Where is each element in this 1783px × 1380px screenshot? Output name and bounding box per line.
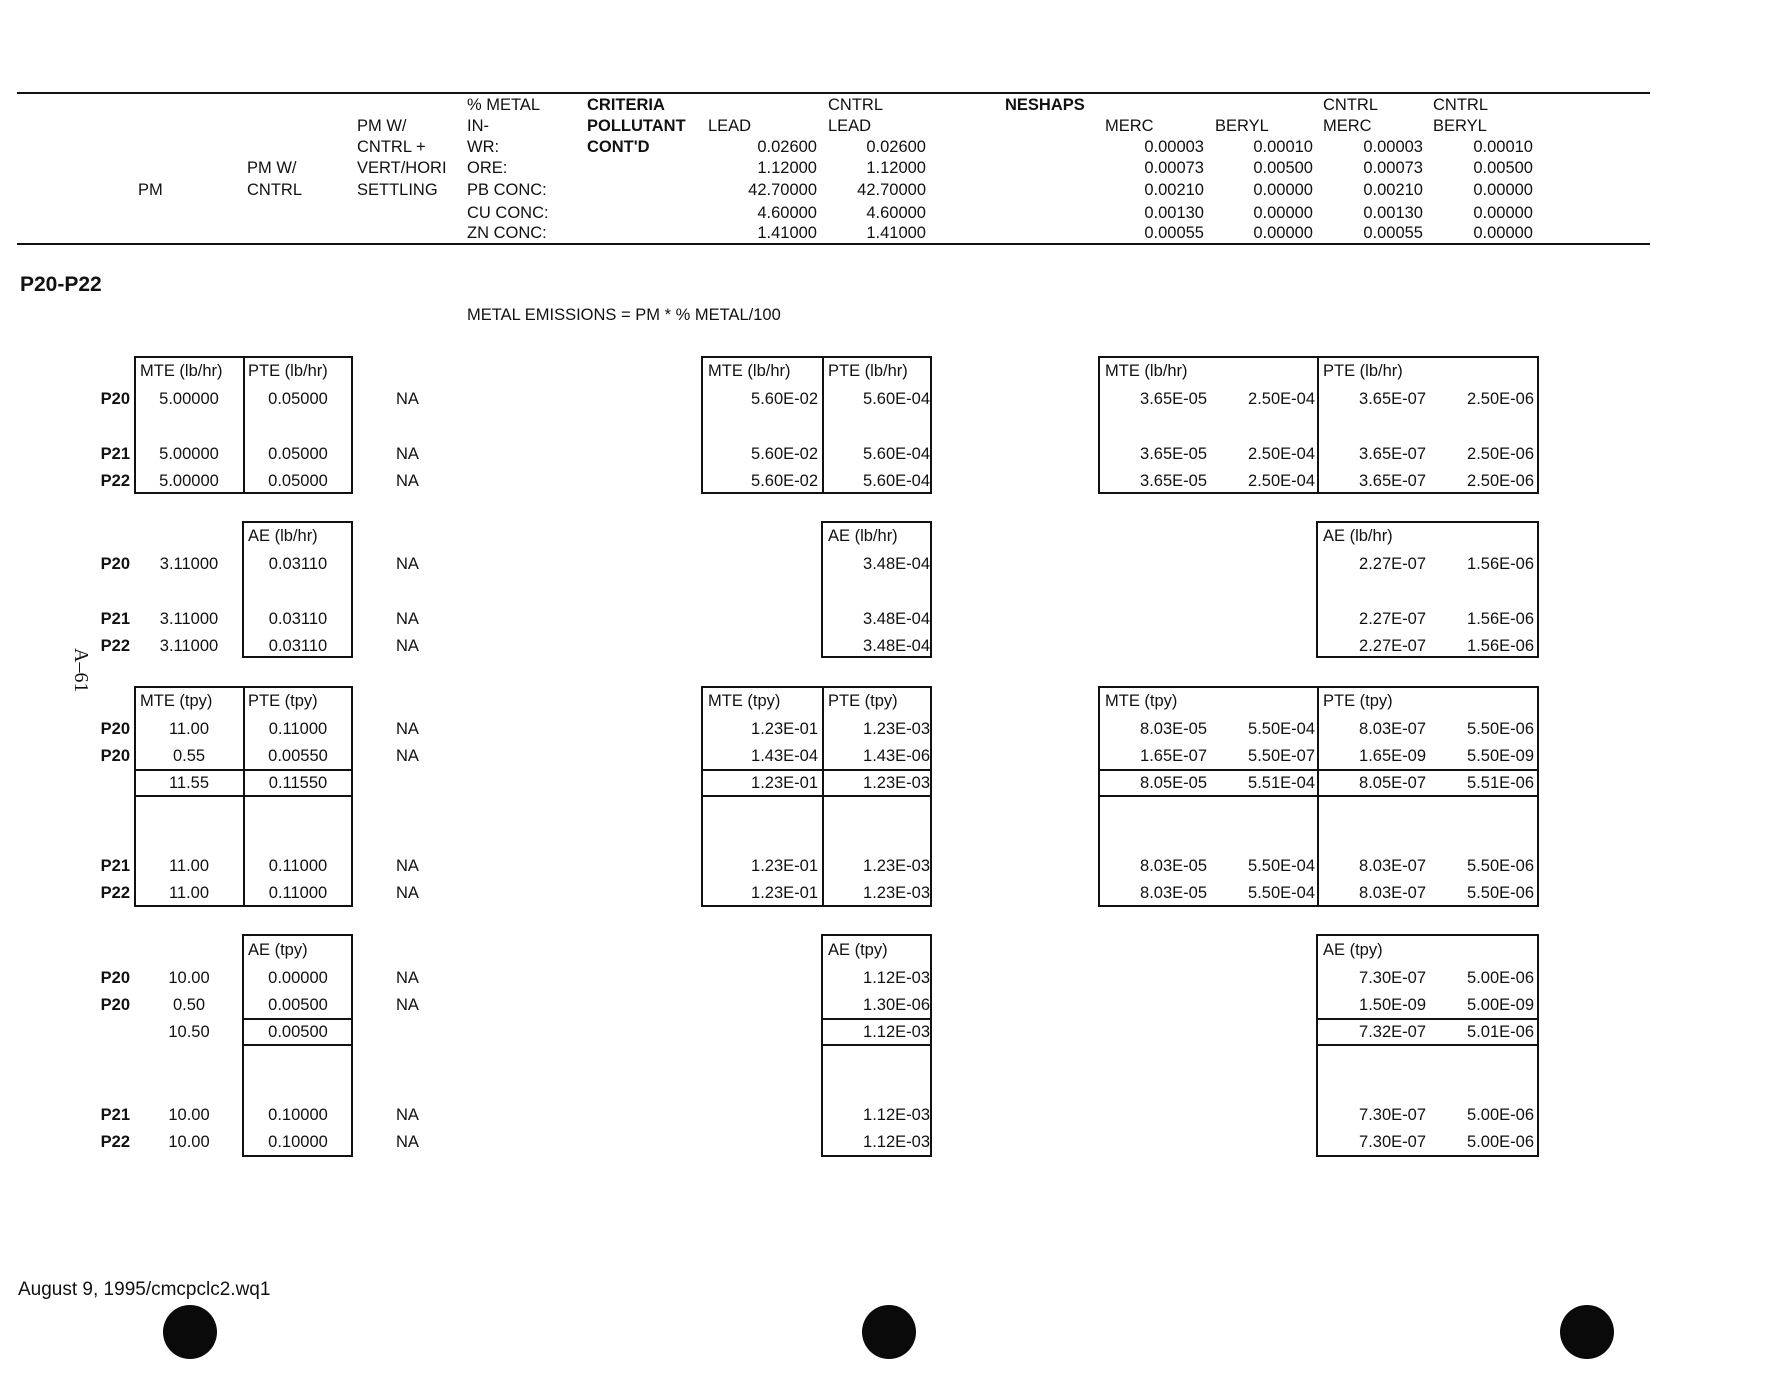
block1-neshaps-divider [1317,356,1319,494]
cntrl-beryl-emission: 2.50E-06 [1467,445,1534,463]
cntrl-beryl-emission: 5.00E-06 [1467,969,1534,987]
block3-neshaps-pte-label: PTE (tpy) [1323,692,1393,710]
pm-cntrl-value: 0.05000 [268,445,328,463]
header-vert-hori: VERT/HORI [357,159,447,177]
cntrl-merc-emission: 2.27E-07 [1359,637,1426,655]
cntrl-beryl-emission: 1.56E-06 [1467,610,1534,628]
cntrl-lead-emission: 1.43E-06 [863,747,930,765]
cntrl-beryl-emission: 5.50E-06 [1467,857,1534,875]
block3-lead-pte-label: PTE (tpy) [828,692,898,710]
block3-pte-label: PTE (tpy) [248,692,318,710]
cntrl-merc-emission: 1.65E-09 [1359,747,1426,765]
pm-cntrl-value: 0.00500 [268,1023,328,1041]
block3-lead-mte-label: MTE (tpy) [708,692,781,710]
block1-pte-label: PTE (lb/hr) [248,362,328,380]
pm-cntrl-value: 0.00550 [268,747,328,765]
pm-value: 10.00 [168,1133,210,1151]
block3-lead-total-top [701,769,932,771]
settling-na: NA [396,445,419,463]
block1-neshaps-pte-label: PTE (lb/hr) [1323,362,1403,380]
cntrl-lead-emission: 1.12E-03 [863,969,930,987]
settling-na: NA [396,996,419,1014]
pm-value: 5.00000 [159,445,219,463]
lead-value: 4.60000 [757,204,817,222]
cntrl-beryl-emission: 1.56E-06 [1467,555,1534,573]
header-pm: PM [138,181,163,199]
pm-value: 11.55 [168,774,210,792]
cntrl-beryl-emission: 5.00E-06 [1467,1133,1534,1151]
merc-value: 0.00073 [1144,159,1204,177]
cntrl-lead-emission: 1.12E-03 [863,1023,930,1041]
pm-value: 10.00 [168,1106,210,1124]
header-cu-conc: CU CONC: [467,204,549,222]
pm-cntrl-value: 0.11000 [268,857,328,875]
settling-na: NA [396,390,419,408]
beryl-emission: 5.51E-04 [1248,774,1315,792]
beryl-value: 0.00000 [1253,181,1313,199]
cntrl-beryl-emission: 5.50E-06 [1467,720,1534,738]
cntrl-lead-emission: 3.48E-04 [863,637,930,655]
header-bottom-rule [17,243,1650,245]
header-zn-conc: ZN CONC: [467,224,547,242]
source-id: P21 [100,1106,130,1124]
cntrl-beryl-value: 0.00000 [1473,181,1533,199]
lead-emission: 5.60E-02 [751,472,818,490]
merc-emission: 3.65E-05 [1140,390,1207,408]
merc-value: 0.00130 [1144,204,1204,222]
pm-value: 0.55 [172,747,206,765]
merc-emission: 3.65E-05 [1140,472,1207,490]
cntrl-merc-emission: 7.32E-07 [1359,1023,1426,1041]
lead-value: 1.41000 [757,224,817,242]
pm-cntrl-value: 0.10000 [268,1106,328,1124]
cntrl-merc-emission: 2.27E-07 [1359,555,1426,573]
header-ore: ORE: [467,159,508,177]
beryl-emission: 5.50E-07 [1248,747,1315,765]
lead-value: 1.12000 [757,159,817,177]
pm-value: 3.11000 [159,610,219,628]
cntrl-merc-value: 0.00073 [1363,159,1423,177]
cntrl-lead-emission: 1.12E-03 [863,1106,930,1124]
source-id: P22 [100,884,130,902]
cntrl-lead-value: 0.02600 [866,138,926,156]
cntrl-merc-emission: 7.30E-07 [1359,969,1426,987]
lead-emission: 1.23E-01 [751,884,818,902]
pm-cntrl-value: 0.03110 [268,637,328,655]
cntrl-merc-emission: 3.65E-07 [1359,445,1426,463]
header-pm-w-2: PM W/ [357,117,407,135]
cntrl-beryl-emission: 2.50E-06 [1467,472,1534,490]
pm-value: 5.00000 [159,390,219,408]
header-cntrl-beryl-1: CNTRL [1433,96,1489,114]
header-lead: LEAD [708,117,752,135]
binder-hole-right [1560,1305,1614,1359]
source-id: P20 [100,996,130,1014]
source-id: P21 [100,610,130,628]
block1-neshaps-mte-label: MTE (lb/hr) [1105,362,1188,380]
cntrl-lead-emission: 1.23E-03 [863,857,930,875]
beryl-emission: 5.50E-04 [1248,884,1315,902]
header-wr: WR: [467,138,500,156]
cntrl-beryl-emission: 5.50E-06 [1467,884,1534,902]
block2-lead-ae-label: AE (lb/hr) [828,527,898,545]
header-cntrl: CNTRL [247,181,303,199]
source-id: P20 [100,969,130,987]
cntrl-merc-emission: 8.03E-07 [1359,884,1426,902]
cntrl-lead-emission: 1.23E-03 [863,774,930,792]
beryl-emission: 2.50E-04 [1248,390,1315,408]
pm-value: 10.50 [168,1023,210,1041]
block1-lead-pte-label: PTE (lb/hr) [828,362,908,380]
merc-value: 0.00210 [1144,181,1204,199]
lead-emission: 1.23E-01 [751,857,818,875]
lead-emission: 5.60E-02 [751,445,818,463]
block3-pm-total-bottom [134,795,353,797]
source-id: P20 [100,747,130,765]
settling-na: NA [396,610,419,628]
page-number-note: A–61 [70,648,92,693]
cntrl-beryl-value: 0.00000 [1473,204,1533,222]
cntrl-merc-emission: 8.03E-07 [1359,857,1426,875]
pm-value: 11.00 [168,884,210,902]
pm-cntrl-value: 0.05000 [268,472,328,490]
cntrl-merc-emission: 7.30E-07 [1359,1106,1426,1124]
cntrl-lead-value: 4.60000 [866,204,926,222]
cntrl-lead-emission: 3.48E-04 [863,555,930,573]
cntrl-lead-value: 42.70000 [857,181,926,199]
block3-pm-total-top [134,769,353,771]
settling-na: NA [396,637,419,655]
source-id: P22 [100,1133,130,1151]
header-beryl: BERYL [1215,117,1269,135]
cntrl-merc-emission: 3.65E-07 [1359,472,1426,490]
pm-cntrl-value: 0.10000 [268,1133,328,1151]
lead-value: 0.02600 [757,138,817,156]
lead-emission: 1.43E-04 [751,747,818,765]
cntrl-merc-value: 0.00210 [1363,181,1423,199]
binder-hole-center [862,1305,916,1359]
merc-emission: 1.65E-07 [1140,747,1207,765]
header-pb-conc: PB CONC: [467,181,547,199]
formula-text: METAL EMISSIONS = PM * % METAL/100 [467,306,781,324]
pm-value: 11.00 [168,857,210,875]
cntrl-beryl-emission: 5.51E-06 [1467,774,1534,792]
settling-na: NA [396,555,419,573]
pm-cntrl-value: 0.11000 [268,720,328,738]
cntrl-beryl-value: 0.00000 [1473,224,1533,242]
header-cntrl-merc-2: MERC [1323,117,1372,135]
source-id: P20 [100,720,130,738]
settling-na: NA [396,720,419,738]
cntrl-merc-emission: 7.30E-07 [1359,1133,1426,1151]
pm-cntrl-value: 0.11000 [268,884,328,902]
source-id: P21 [100,445,130,463]
cntrl-beryl-emission: 1.56E-06 [1467,637,1534,655]
merc-emission: 8.05E-05 [1140,774,1207,792]
block4-neshaps-total-top [1316,1018,1539,1020]
cntrl-beryl-value: 0.00010 [1473,138,1533,156]
binder-hole-left [163,1305,217,1359]
block4-pm-total-bottom [242,1044,353,1046]
cntrl-merc-emission: 3.65E-07 [1359,390,1426,408]
header-cntrl-merc-1: CNTRL [1323,96,1379,114]
pm-cntrl-value: 0.00500 [268,996,328,1014]
cntrl-beryl-emission: 5.01E-06 [1467,1023,1534,1041]
source-id: P22 [100,472,130,490]
settling-na: NA [396,1106,419,1124]
cntrl-lead-emission: 1.23E-03 [863,720,930,738]
pm-value: 5.00000 [159,472,219,490]
lead-emission: 1.23E-01 [751,720,818,738]
cntrl-lead-emission: 5.60E-04 [863,390,930,408]
cntrl-lead-emission: 5.60E-04 [863,445,930,463]
cntrl-lead-emission: 1.30E-06 [863,996,930,1014]
cntrl-beryl-emission: 2.50E-06 [1467,390,1534,408]
block3-neshaps-total-bottom [1098,795,1539,797]
settling-na: NA [396,884,419,902]
cntrl-beryl-emission: 5.50E-09 [1467,747,1534,765]
pm-cntrl-value: 0.03110 [268,610,328,628]
block4-neshaps-total-bottom [1316,1044,1539,1046]
beryl-emission: 2.50E-04 [1248,472,1315,490]
block3-lead-total-bottom [701,795,932,797]
lead-value: 42.70000 [748,181,817,199]
cntrl-beryl-value: 0.00500 [1473,159,1533,177]
source-id: P20 [100,555,130,573]
source-id: P20 [100,390,130,408]
header-cntrl-lead-1: CNTRL [828,96,884,114]
cntrl-merc-emission: 8.03E-07 [1359,720,1426,738]
merc-emission: 3.65E-05 [1140,445,1207,463]
block2-ae-label: AE (lb/hr) [248,527,318,545]
cntrl-lead-emission: 3.48E-04 [863,610,930,628]
cntrl-merc-emission: 2.27E-07 [1359,610,1426,628]
cntrl-merc-emission: 1.50E-09 [1359,996,1426,1014]
block4-pm-total-top [242,1018,353,1020]
merc-value: 0.00055 [1144,224,1204,242]
block4-lead-total-bottom [821,1044,932,1046]
block3-neshaps-total-top [1098,769,1539,771]
block3-mte-label: MTE (tpy) [140,692,213,710]
pm-cntrl-value: 0.05000 [268,390,328,408]
cntrl-lead-value: 1.12000 [866,159,926,177]
header-in: IN- [467,117,489,135]
settling-na: NA [396,857,419,875]
cntrl-merc-value: 0.00055 [1363,224,1423,242]
pm-cntrl-value: 0.03110 [268,555,328,573]
pm-cntrl-value: 0.00000 [268,969,328,987]
cntrl-merc-value: 0.00003 [1363,138,1423,156]
settling-na: NA [396,1133,419,1151]
beryl-value: 0.00000 [1253,204,1313,222]
cntrl-lead-emission: 1.23E-03 [863,884,930,902]
header-settling: SETTLING [357,181,438,199]
settling-na: NA [396,472,419,490]
block4-ae-label: AE (tpy) [248,941,308,959]
settling-na: NA [396,969,419,987]
cntrl-merc-emission: 8.05E-07 [1359,774,1426,792]
source-id: P22 [100,637,130,655]
pm-value: 10.00 [168,969,210,987]
block3-neshaps-mte-label: MTE (tpy) [1105,692,1178,710]
cntrl-beryl-emission: 5.00E-06 [1467,1106,1534,1124]
header-cntrl-plus: CNTRL + [357,138,426,156]
section-title: P20-P22 [20,273,102,296]
header-pollutant: POLLUTANT [587,117,686,135]
merc-value: 0.00003 [1144,138,1204,156]
header-criteria: CRITERIA [587,96,665,114]
cntrl-lead-value: 1.41000 [866,224,926,242]
block4-lead-total-top [821,1018,932,1020]
merc-emission: 8.03E-05 [1140,884,1207,902]
beryl-emission: 2.50E-04 [1248,445,1315,463]
pm-value: 0.50 [172,996,206,1014]
header-pm-w: PM W/ [247,159,297,177]
pm-value: 11.00 [168,720,210,738]
beryl-emission: 5.50E-04 [1248,857,1315,875]
header-cntrl-beryl-2: BERYL [1433,117,1487,135]
pm-cntrl-value: 0.11550 [268,774,328,792]
header-neshaps: NESHAPS [1005,96,1085,114]
block1-lead-mte-label: MTE (lb/hr) [708,362,791,380]
header-pct-metal: % METAL [467,96,541,114]
cntrl-lead-emission: 1.12E-03 [863,1133,930,1151]
header-cntrl-lead-2: LEAD [828,117,872,135]
footer-text: August 9, 1995/cmcpclc2.wq1 [18,1279,271,1300]
merc-emission: 8.03E-05 [1140,857,1207,875]
header-top-rule [17,92,1650,94]
settling-na: NA [396,747,419,765]
beryl-value: 0.00500 [1253,159,1313,177]
header-merc: MERC [1105,117,1154,135]
block2-neshaps-ae-label: AE (lb/hr) [1323,527,1393,545]
block4-lead-ae-label: AE (tpy) [828,941,888,959]
beryl-value: 0.00010 [1253,138,1313,156]
header-contd: CONT'D [587,138,650,156]
cntrl-lead-emission: 5.60E-04 [863,472,930,490]
cntrl-merc-value: 0.00130 [1363,204,1423,222]
merc-emission: 8.03E-05 [1140,720,1207,738]
beryl-emission: 5.50E-04 [1248,720,1315,738]
beryl-value: 0.00000 [1253,224,1313,242]
pm-value: 3.11000 [159,637,219,655]
lead-emission: 1.23E-01 [751,774,818,792]
block1-mte-label: MTE (lb/hr) [140,362,223,380]
block4-neshaps-ae-label: AE (tpy) [1323,941,1383,959]
block1-lead-divider [822,356,824,494]
pm-value: 3.11000 [159,555,219,573]
cntrl-beryl-emission: 5.00E-09 [1467,996,1534,1014]
source-id: P21 [100,857,130,875]
lead-emission: 5.60E-02 [751,390,818,408]
